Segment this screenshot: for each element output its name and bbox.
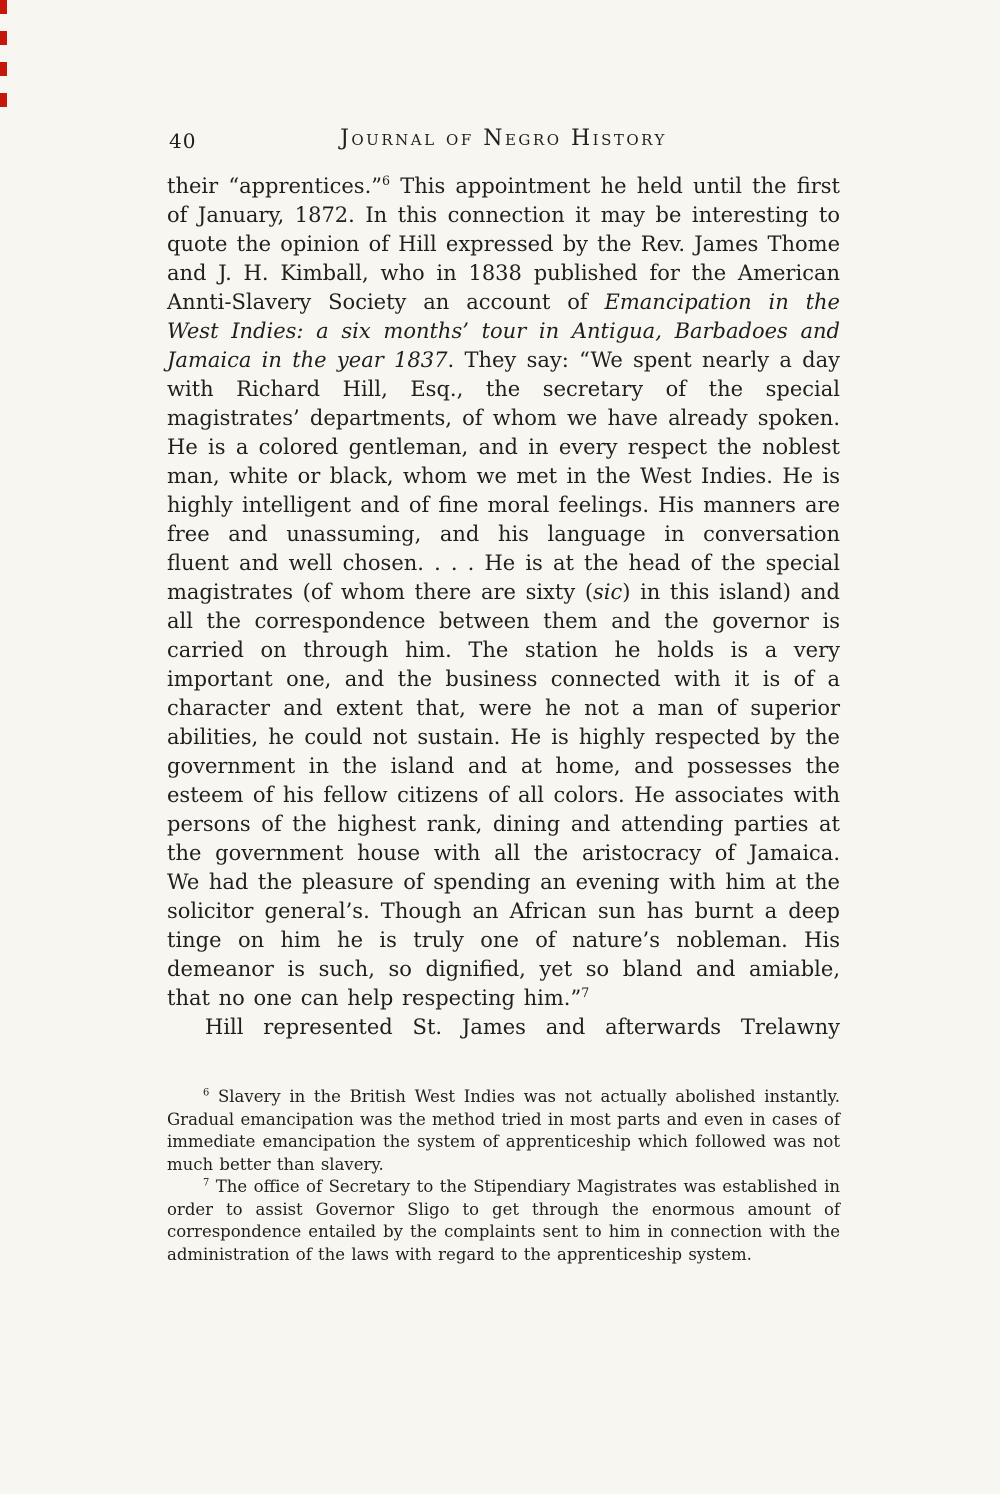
body-paragraph xyxy=(167,1013,840,1042)
text-run: Hill represented St. James and afterwards Trelawny xyxy=(205,1015,840,1039)
red-scan-mark-icon xyxy=(0,0,7,14)
scan-registration-marks xyxy=(0,0,7,107)
footnote-marker: 7 xyxy=(581,985,590,1000)
text-run: Slavery in the British West Indies was not actually abolished instantly. Gradual emancipation was the method tried in most parts and even in cases of immediate emancipation the system of apprenticeship which followed was not much better than slavery. xyxy=(167,1087,840,1174)
body-text xyxy=(167,172,840,1042)
footnotes-section xyxy=(167,1086,840,1266)
journal-title: Journal of Negro History xyxy=(340,126,667,151)
red-scan-mark-icon xyxy=(0,62,7,76)
text-run: their “apprentices.” xyxy=(167,174,382,198)
text-run: . They say: “We spent nearly a day with Richard Hill, Esq., the secretary of the special magistrates’ departments, of whom we have already spoken. He is a colored gentleman, and in every respect the noblest man, white or black, whom we met in the West Indies. He is highly intelligent and of fine moral feelings. His manners are free and unassuming, and his language in conversation fluent and well chosen. . . . He is at the head of the special magistrates (of whom there are sixty ( xyxy=(167,348,840,604)
footnote-marker: 6 xyxy=(203,1087,210,1099)
footnote xyxy=(167,1086,840,1176)
footnote-marker: 6 xyxy=(382,173,391,188)
red-scan-mark-icon xyxy=(0,31,7,45)
text-run: sic xyxy=(593,580,623,604)
footnote-marker: 7 xyxy=(203,1177,210,1189)
page-number: 40 xyxy=(169,129,197,153)
text-run: This appointment he held until the first of January, 1872. In this connection it may be interesting to quote the opinion of Hill expressed by the Rev. James Thome and J. H. Kimball, who in 1838 published for the American Annti-Slavery Society an account of xyxy=(167,174,840,314)
body-paragraph xyxy=(167,172,840,1013)
red-scan-mark-icon xyxy=(0,93,7,107)
text-run: The office of Secretary to the Stipendiary Magistrates was established in order to assist Governor Sligo to get through the enormous amount of correspondence entailed by the complaints sent to him in connection with the administration of the laws with regard to the apprenticeship system. xyxy=(167,1177,840,1264)
text-run: ) in this island) and all the correspondence between them and the governor is carried on through him. The station he holds is a very important one, and the business connected with it is of a character and extent that, were he not a man of superior abilities, he could not sustain. He is highly respected by the government in the island and at home, and possesses the esteem of his fellow citizens of all colors. He associates with persons of the highest rank, dining and attending parties at the government house with all the aristocracy of Jamaica. We had the pleasure of spending an evening with him at the solicitor general’s. Though an African sun has burnt a deep tinge on him he is truly one of nature’s nobleman. His demeanor is such, so dignified, yet so bland and amiable, that no one can help respecting him.” xyxy=(167,580,840,1010)
text-run: Emancipation in the West Indies: a six months’ tour in Antigua, Barbadoes and Jamaica in the year 1837 xyxy=(167,290,840,372)
footnote xyxy=(167,1176,840,1266)
running-header xyxy=(167,126,840,151)
